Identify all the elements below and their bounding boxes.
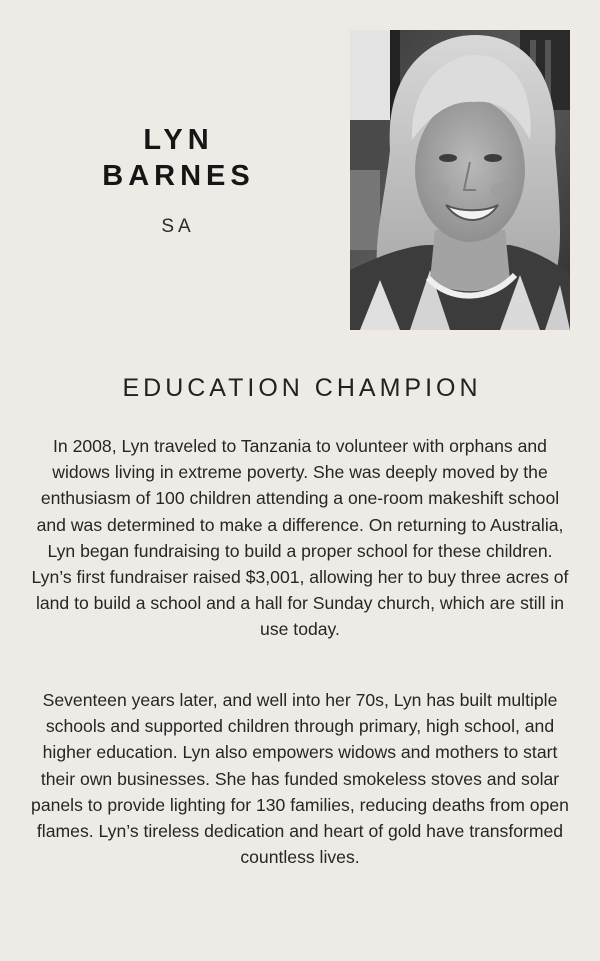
bio-paragraph-2: Seventeen years later, and well into her 70s, Lyn has built multiple schools and supported children through primary, high school, and higher education. Lyn also empowers widows and mothers to start their own businesses. She has funded smokeless stoves and solar panels to provide lighting for 130 families, reducing deaths from open flames. Lyn’s tireless dedication and heart of gold have transformed countless lives. (31, 690, 569, 868)
portrait-photo (350, 30, 570, 330)
name-block (90, 122, 262, 238)
last-name: BARNES (102, 160, 255, 192)
first-name: LYN (143, 124, 214, 156)
state-label: SA (161, 216, 195, 237)
bio-paragraph-1: In 2008, Lyn traveled to Tanzania to volunteer with orphans and widows living in extreme poverty. She was deeply moved by the enthusiasm of 100 children attending a one-room makeshift school and was determined to make a difference. On returning to Australia, Lyn began fundraising to build a proper school for these children. Lyn’s first fundraiser raised $3,001, allowing her to buy three acres of land to build a school and a hall for Sunday church, which are still in use today. (31, 436, 569, 640)
portrait-icon (350, 30, 570, 330)
section-title: EDUCATION CHAMPION (122, 374, 482, 402)
